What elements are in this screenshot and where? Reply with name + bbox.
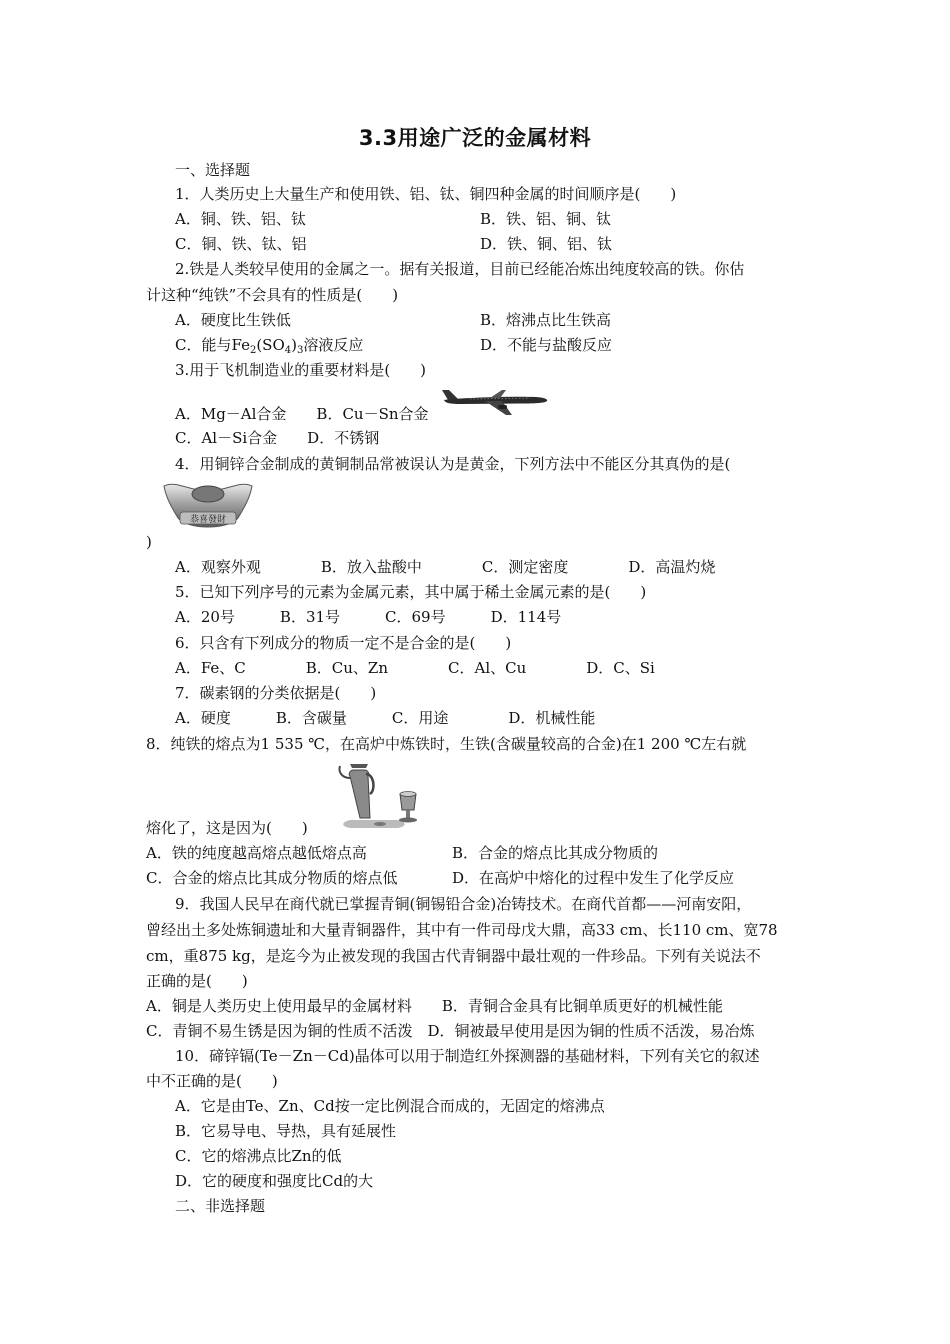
gold-ingot-image xyxy=(158,478,258,536)
q1-option-b: B．铁、铝、铜、钛 xyxy=(480,210,612,228)
q4-stem: 4．用铜锌合金制成的黄铜制品常被误认为是黄金，下列方法中不能区分其真伪的是( xyxy=(175,455,731,473)
q8-option-d: D．在高炉中熔化的过程中发生了化学反应 xyxy=(452,869,735,887)
q2-option-c: C．能与$Fe_2(SO_4)_3$溶液反应 xyxy=(175,336,364,356)
q7-options: A．硬度 B．含碳量 C．用途 D．机械性能 xyxy=(175,709,596,727)
q8-stem-line1: 8．纯铁的熔点为1 535 ℃，在高炉中炼铁时，生铁(含碳量较高的合金)在1 200 ℃左右就 xyxy=(146,735,747,753)
q8-option-c: C．合金的熔点比其成分物质的熔点低 xyxy=(146,869,398,887)
q9-stem-line2: 曾经出土多处炼铜遗址和大量青铜器件，其中有一件司母戊大鼎，高33 cm、长110 cm、宽78 xyxy=(146,921,778,939)
q1-option-d: D．铁、铜、铝、钛 xyxy=(480,235,613,253)
page-title: 3.3用途广泛的金属材料 xyxy=(358,126,592,150)
q2-option-a: A．硬度比生铁低 xyxy=(175,311,291,329)
q1-option-c: C．铜、铁、钛、铝 xyxy=(175,235,307,253)
q2-stem-line2: 计这种“纯铁”不会具有的性质是( ) xyxy=(146,286,399,304)
q6-options: A．Fe、C B．Cu、Zn C．Al、Cu D．C、Si xyxy=(175,659,655,677)
q2-option-b: B．熔沸点比生铁高 xyxy=(480,311,612,329)
q9-stem-line1: 9．我国人民早在商代就已掌握青铜(铜锡铅合金)冶铸技术。在商代首都——河南安阳， xyxy=(175,895,752,913)
q3-options-ab: A．Mg－Al合金 B．Cu－Sn合金 xyxy=(175,405,429,423)
q9-stem-line3: cm，重875 kg，是迄今为止被发现的我国古代青铜器中最壮观的一件珍品。下列有关说法不 xyxy=(146,947,761,965)
q7-stem: 7．碳素钢的分类依据是( ) xyxy=(175,684,377,702)
q5-stem: 5．已知下列序号的元素为金属元素，其中属于稀土金属元素的是( ) xyxy=(175,583,647,601)
q6-stem: 6．只含有下列成分的物质一定不是合金的是( ) xyxy=(175,634,512,652)
q9-options-cd: C．青铜不易生锈是因为铜的性质不活泼 D．铜被最早使用是因为铜的性质不活泼，易冶炼 xyxy=(146,1022,755,1040)
q4-options: A．观察外观 B．放入盐酸中 C．测定密度 D．高温灼烧 xyxy=(175,558,716,576)
q10-option-b: B．它易导电、导热，具有延展性 xyxy=(175,1122,397,1140)
q4-stem-close: ) xyxy=(146,533,152,551)
q10-option-c: C．它的熔沸点比Zn的低 xyxy=(175,1147,342,1165)
q9-options-ab: A．铜是人类历史上使用最早的金属材料 B．青铜合金具有比铜单质更好的机械性能 xyxy=(146,997,723,1015)
section-heading-choice: 一、选择题 xyxy=(175,161,251,179)
airplane-image xyxy=(440,386,550,418)
q8-stem-line2: 熔化了，这是因为( ) xyxy=(146,819,308,837)
q10-option-d: D．它的硬度和强度比Cd的大 xyxy=(175,1172,374,1190)
q10-stem-line2: 中不正确的是( ) xyxy=(146,1072,278,1090)
q1-option-a: A．铜、铁、铝、钛 xyxy=(175,210,306,228)
q3-stem: 3.用于飞机制造业的重要材料是( ) xyxy=(175,361,427,379)
q5-options: A．20号 B．31号 C．69号 D．114号 xyxy=(175,608,562,626)
q9-stem-line4: 正确的是( ) xyxy=(146,972,248,990)
q2-option-d: D．不能与盐酸反应 xyxy=(480,336,613,354)
q10-stem-line1: 10．碲锌镉(Te－Zn－Cd)晶体可以用于制造红外探测器的基础材料，下列有关它的叙述 xyxy=(175,1047,760,1065)
teapot-cups-image xyxy=(336,760,426,830)
q2-stem-line1: 2.铁是人类较早使用的金属之一。据有关报道，目前已经能冶炼出纯度较高的铁。你估 xyxy=(175,260,745,278)
section-heading-nonchoice: 二、非选择题 xyxy=(175,1197,266,1215)
q3-options-cd: C．Al－Si合金 D．不锈钢 xyxy=(175,429,380,447)
q10-option-a: A．它是由Te、Zn、Cd按一定比例混合而成的，无固定的熔沸点 xyxy=(175,1097,605,1115)
ingot-inscription: 恭喜發財 xyxy=(189,515,227,525)
q8-option-b: B．合金的熔点比其成分物质的 xyxy=(452,844,659,862)
q1-stem: 1．人类历史上大量生产和使用铁、铝、钛、铜四种金属的时间顺序是( ) xyxy=(175,185,677,203)
q8-option-a: A．铁的纯度越高熔点越低熔点高 xyxy=(146,844,367,862)
